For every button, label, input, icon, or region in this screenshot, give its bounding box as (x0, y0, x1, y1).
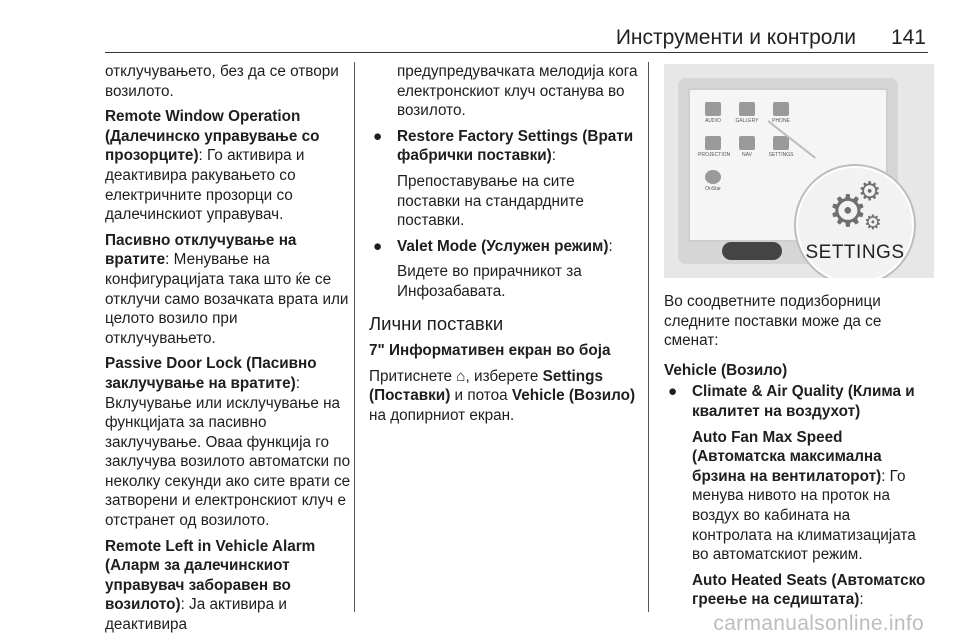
column-left (105, 62, 351, 641)
text: на допирниот екран. (369, 406, 515, 424)
setting-name: Climate & Air Quality (Клима и квалитет на воздухот) (692, 383, 915, 420)
menu-name: Vehicle (Возило) (511, 387, 636, 405)
app-label: AUDIO (705, 118, 721, 124)
gear-icon: ⚙ (858, 176, 882, 206)
setting-name: Passive Door Lock (Пасивно заклучување на вратите) (105, 355, 317, 392)
setting-name: Remote Window Operation (Далечинско управување со прозорците) (105, 108, 320, 165)
setting-description: : Вклучување или исклучување на функцијата за пасивно заклучување. Оваа функција го заклучува возилото автоматски по неколку секунди ако сите врати се затворени и електронскиот клуч е отстранет од возилото. (105, 374, 351, 530)
paragraph (105, 107, 351, 225)
bullet-item (369, 237, 641, 302)
app-label: SETTINGS (768, 152, 794, 158)
setting-description: : Го активира и деактивира ракувањето со електричните прозорци со далечинскиот управувач. (105, 147, 305, 224)
group-title: Vehicle (Возило) (664, 361, 788, 379)
text: и потоа (450, 387, 512, 405)
setting-name: Remote Left in Vehicle Alarm (Аларм за далечинскиот управувач заборавен во возилото) (105, 537, 316, 614)
gear-icon: ⚙ (828, 187, 868, 236)
bullet-body (692, 571, 934, 610)
page-header (105, 22, 928, 53)
bullet-icon: ● (373, 127, 383, 145)
paragraph (369, 367, 641, 426)
paragraph (105, 537, 351, 635)
paragraph (105, 231, 351, 349)
setting-name: Auto Fan Max Speed (Автоматска максимална брзина на вентилаторот) (692, 428, 882, 485)
column-divider (648, 62, 649, 612)
app-label: NAV (742, 152, 752, 158)
paragraph: Во соодветните подизборници следните поставки може да се сменат: (664, 293, 882, 350)
text: Притиснете (369, 367, 457, 385)
menu-name: Settings (Поставки) (369, 367, 603, 405)
setting-name: Valet Mode (Услужен режим) (397, 237, 609, 255)
colon: : (608, 237, 613, 255)
audio-app-icon (698, 102, 728, 124)
onstar-app-icon (698, 170, 728, 192)
paragraph: отклучувањето, без да се отвори возилото. (105, 63, 339, 100)
column-middle (369, 62, 641, 432)
infotainment-figure (664, 64, 934, 278)
setting-description: : Менување на конфигурацијата така што ќе се отклучи само возачката врата или целото возило при отклучувањето. (105, 251, 349, 347)
watermark: carmanualsonline.info (713, 612, 924, 635)
bullet-icon: ● (668, 383, 678, 401)
setting-description: : Ја активира и деактивира (105, 596, 287, 634)
gear-icon: ⚙ (864, 212, 882, 234)
nav-app-icon (732, 136, 762, 158)
projection-app-icon (698, 136, 731, 158)
app-label: OnStar (705, 186, 721, 192)
setting-description: : Го менува нивото на проток на воздух во кабината на контролата на климатизацијата во автоматскиот режим. (692, 467, 916, 564)
bullet-body: Препоставување на сите поставки на стандардните поставки. (397, 172, 584, 230)
subsection-title: 7" Информативен екран во боја (369, 342, 611, 360)
app-label: PROJECTION (698, 152, 731, 158)
app-label: GALLERY (735, 118, 759, 124)
setting-name: Auto Heated Seats (Автоматско греење на седиштата) (692, 571, 926, 609)
app-label: PHONE (772, 118, 790, 124)
bullet-title (397, 127, 641, 166)
bullet-item (664, 382, 934, 610)
bullet-title (397, 237, 641, 257)
settings-label: SETTINGS (805, 242, 905, 263)
settings-callout (794, 164, 916, 278)
section-title: Лични поставки (369, 312, 504, 334)
setting-description: : (859, 591, 864, 609)
colon: : (551, 147, 556, 165)
column-divider (354, 62, 355, 612)
header-title: Инструменти и контроли (615, 26, 856, 49)
gallery-app-icon (732, 102, 762, 124)
bullet-title (692, 382, 934, 421)
home-icon: ⌂ (456, 367, 466, 385)
setting-name: Пасивно отклучување на вратите (105, 231, 297, 269)
bullet-body (692, 428, 934, 565)
text: , изберете (465, 367, 543, 385)
bullet-icon: ● (373, 237, 383, 255)
column-right (664, 292, 934, 616)
paragraph (105, 354, 351, 530)
control-knob (722, 242, 782, 260)
bullet-body: Видете во прирачникот за Инфозабавата. (397, 263, 582, 300)
paragraph: предупредувачката мелодија кога електронскиот клуч останува во возилото. (397, 63, 638, 120)
setting-name: Restore Factory Settings (Врати фабрички поставки) (397, 127, 634, 165)
bullet-item (369, 127, 641, 231)
page-number: 141 (890, 26, 926, 49)
